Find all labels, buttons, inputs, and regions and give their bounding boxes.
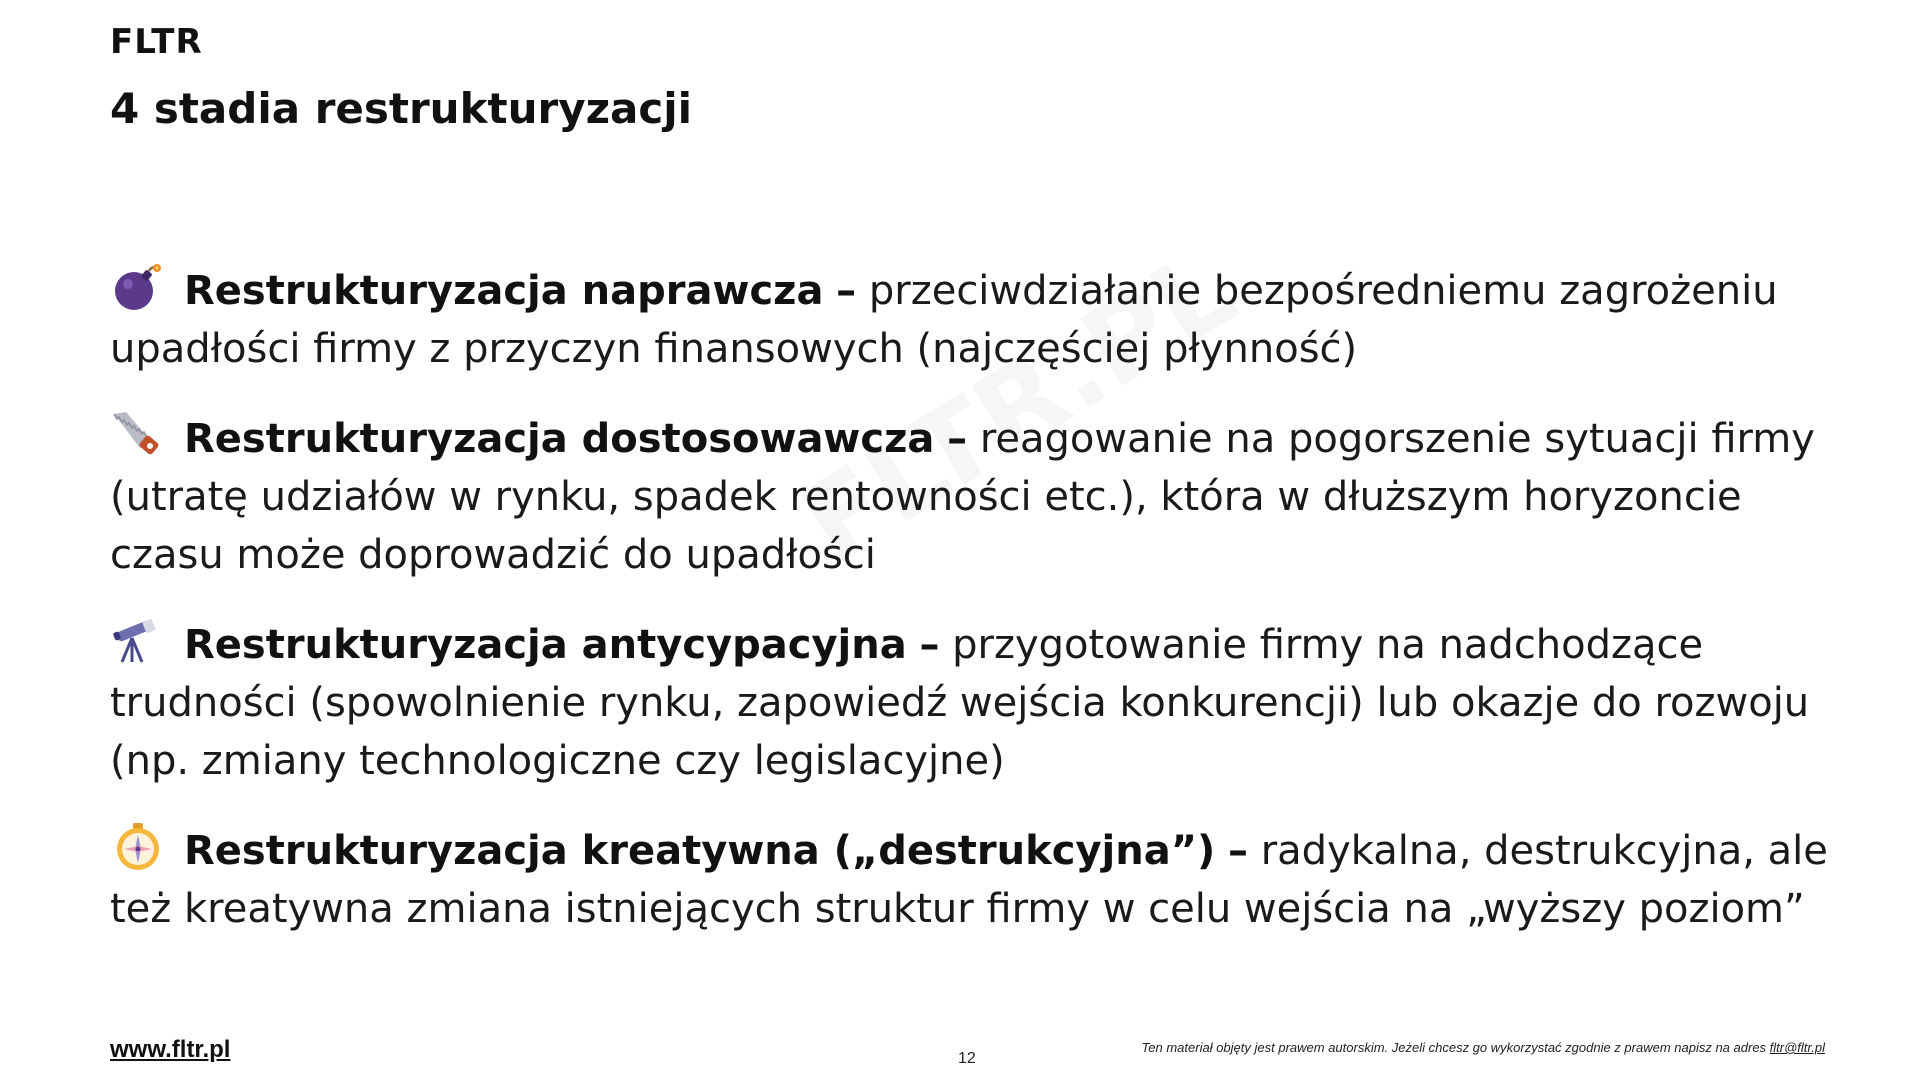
item-heading: Restrukturyzacja antycypacyjna	[184, 622, 907, 668]
stages-list	[110, 262, 1830, 970]
bomb-icon	[110, 262, 166, 312]
brand-logo: FLTR	[110, 22, 203, 62]
item-text: radykalna, destrukcyjna, ale też kreatywna zmiana istniejących struktur firmy w celu wejścia na „wyższy poziom”	[110, 828, 1828, 932]
page-number: 12	[958, 1050, 976, 1067]
slide-title: 4 stadia restrukturyzacji	[110, 84, 693, 133]
list-item	[110, 262, 1830, 378]
item-dash: –	[836, 268, 857, 314]
list-item	[110, 822, 1830, 938]
item-heading: Restrukturyzacja naprawcza	[184, 268, 824, 314]
item-dash: –	[1228, 828, 1248, 874]
item-heading: Restrukturyzacja dostosowawcza	[184, 416, 935, 462]
item-dash: –	[947, 416, 968, 462]
item-heading: Restrukturyzacja kreatywna („destrukcyjna”)	[184, 828, 1216, 874]
item-dash: –	[919, 622, 940, 668]
copyright-notice	[1142, 1040, 1825, 1055]
item-text: przygotowanie firmy na nadchodzące trudności (spowolnienie rynku, zapowiedź wejścia konkurencji) lub okazje do rozwoju (np. zmiany technologiczne czy legislacyjne)	[110, 622, 1810, 784]
list-item	[110, 410, 1830, 584]
list-item	[110, 616, 1830, 790]
saw-icon	[110, 410, 166, 460]
website-link[interactable]: www.fltr.pl	[110, 1036, 231, 1063]
compass-icon	[110, 822, 166, 872]
telescope-icon	[110, 616, 166, 666]
item-text: przeciwdziałanie bezpośredniemu zagrożeniu upadłości firmy z przyczyn finansowych (najczęściej płynność)	[110, 268, 1778, 372]
email-link[interactable]: fltr@fltr.pl	[1769, 1040, 1825, 1055]
copyright-text: Ten materiał objęty jest prawem autorskim. Jeżeli chcesz go wykorzystać zgodnie z prawem napisz na adres	[1141, 1040, 1767, 1055]
item-text: reagowanie na pogorszenie sytuacji firmy (utratę udziałów w rynku, spadek rentowności etc.), która w dłuższym horyzoncie czasu może doprowadzić do upadłości	[110, 416, 1815, 578]
